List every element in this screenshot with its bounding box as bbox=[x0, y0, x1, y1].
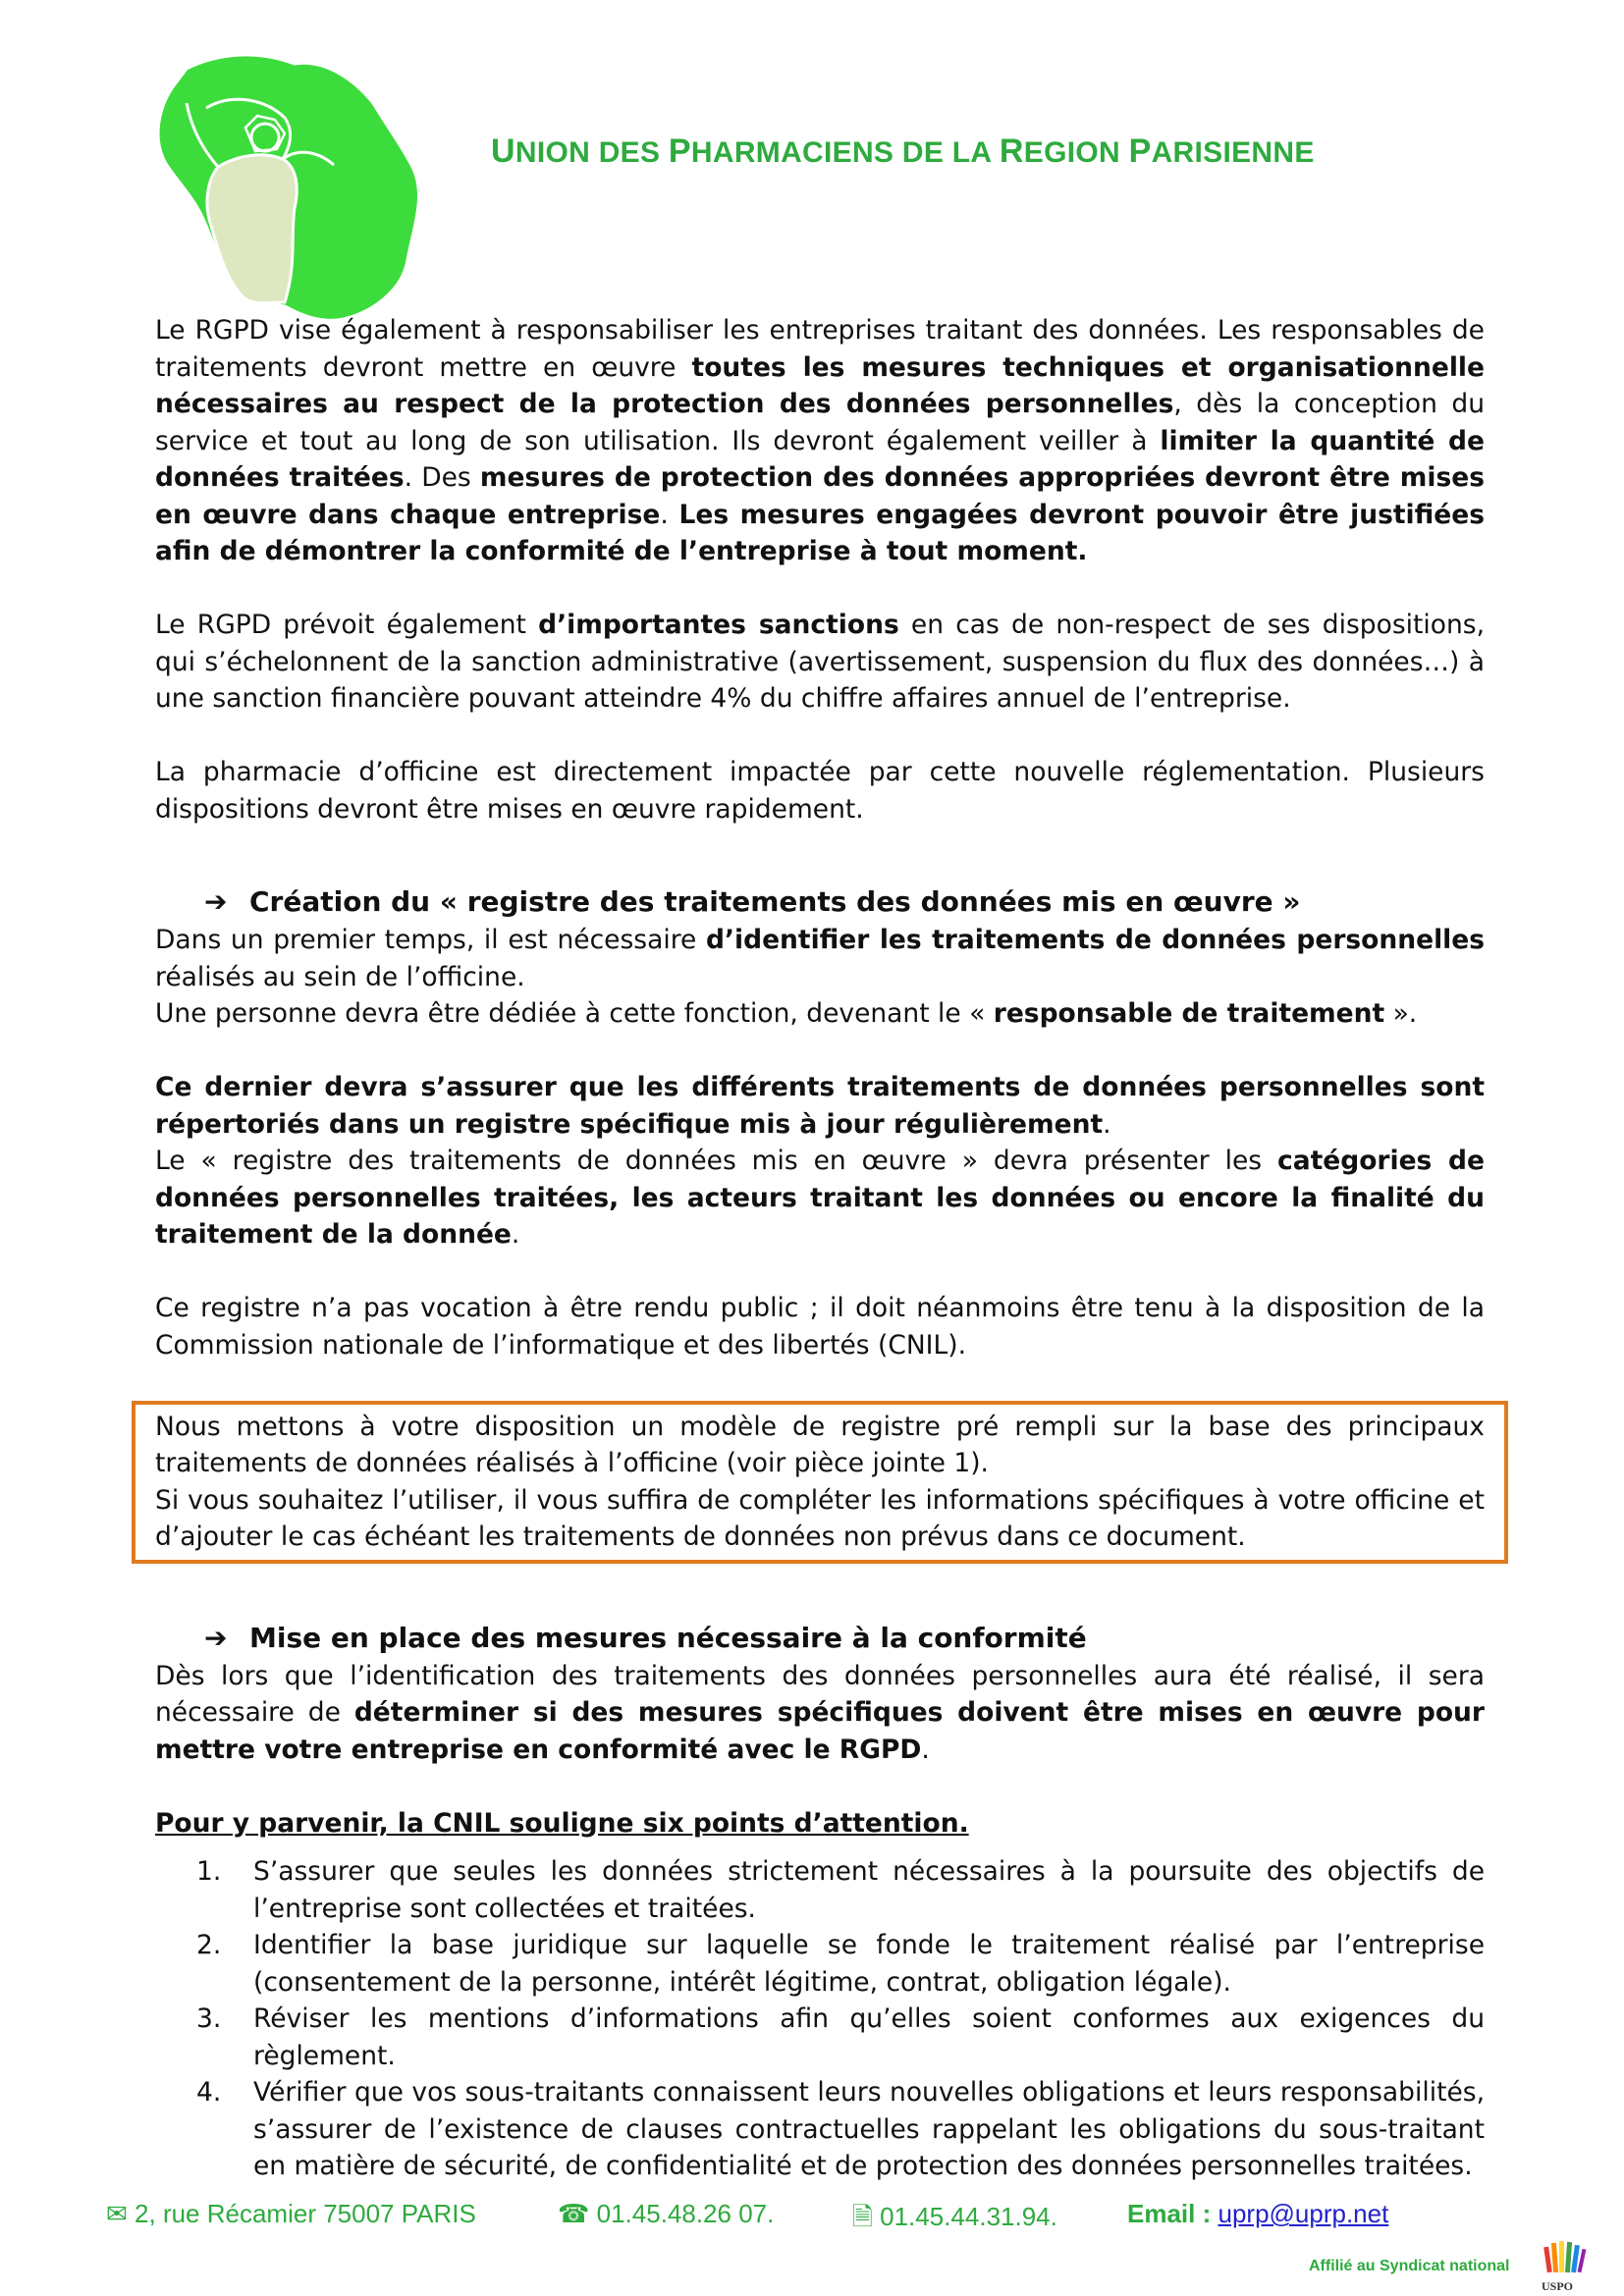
paragraph-pharmacy-impact: La pharmacie d’officine est directement impactée par cette nouvelle réglementation. Plusieurs dispositions devront être mises en œuvre rapidement. bbox=[155, 757, 1485, 825]
subheading-cnil-points: Pour y parvenir, la CNIL souligne six points d’attention. bbox=[155, 1807, 969, 1839]
section-heading-registre: ➔ Création du « registre des traitements des données mis en œuvre » bbox=[204, 882, 1485, 922]
cnil-points-list bbox=[155, 1853, 1485, 2185]
list-item: 2. Identifier la base juridique sur laquelle se fonde le traitement réalisé par l’entreprise (consentement de la personne, intérêt légitime, contrat, obligation légale). bbox=[196, 1930, 1485, 1998]
arrow-right-icon: ➔ bbox=[204, 885, 228, 918]
notice-box bbox=[132, 1401, 1508, 1564]
affiliation-text: Affilié au Syndicat national bbox=[1309, 2258, 1510, 2274]
region-map-logo bbox=[147, 49, 452, 326]
paragraph-rgpd-responsibility: Le RGPD vise également à responsabiliser les entreprises traitant des données. Les responsables de traitements devront mettre en œuvre toutes les mesures techniques et organisationnelle nécessaires au respect de la protection des données personnelles, dès la conception du service et tout au long de son utilisation. Ils devront également veiller à limiter la quantité de données traitées. Des mesures de protection des données appropriées devront être mises en œuvre dans chaque entreprise. Les mesures engagées devront pouvoir être justifiées afin de démontrer la conformité de l’entreprise à tout moment. bbox=[155, 315, 1486, 566]
arrow-right-icon: ➔ bbox=[204, 1621, 228, 1654]
list-item: 4. Vérifier que vos sous-traitants connaissent leurs nouvelles obligations et leurs responsabilités, s’assurer de l’existence de clauses contractuelles rappelant les obligations du sous-traitant en matière de sécurité, de confidentialité et de protection des données personnelles traitées. bbox=[196, 2077, 1485, 2181]
paragraph-registre-specifique: Ce dernier devra s’assurer que les différents traitements de données personnelles sont répertoriés dans un registre spécifique mis à jour régulièrement. bbox=[155, 1072, 1485, 1140]
email-link[interactable]: uprp@uprp.net bbox=[1218, 2199, 1389, 2228]
paragraph-rgpd-sanctions: Le RGPD prévoit également d’importantes sanctions en cas de non-respect de ses dispositions, qui s’échelonnent de la sanction administrative (avertissement, suspension du flux des données…) à une sanction financière pouvant atteindre 4% du chiffre affaires annuel de l’entreprise. bbox=[155, 610, 1485, 714]
notice-line-2: Si vous souhaitez l’utiliser, il vous suffira de compléter les informations spécifiques à votre officine et d’ajouter le cas échéant les traitements de données non prévus dans ce document. bbox=[155, 1484, 1485, 1552]
footer-fax: 🗎 01.45.44.31.94. bbox=[852, 2202, 1057, 2231]
uspo-logo-label: USPO bbox=[1542, 2279, 1574, 2293]
organization-title: UNION DES PHARMACIENS DE LA REGION PARISIENNE bbox=[491, 133, 1315, 170]
paragraph-identify-treatments: Dans un premier temps, il est nécessaire d’identifier les traitements de données personnelles réalisés au sein de l’officine. bbox=[155, 925, 1485, 992]
notice-line-1: Nous mettons à votre disposition un modèle de registre pré rempli sur la base des principaux traitements de données réalisés à l’officine (voir pièce jointe 1). bbox=[155, 1411, 1485, 1478]
fax-icon: 🗎 bbox=[852, 2202, 873, 2231]
footer-address: ✉ 2, rue Récamier 75007 PARIS bbox=[106, 2199, 476, 2228]
phone-icon: ☎ bbox=[558, 2199, 590, 2228]
paragraph-registre-content: Le « registre des traitements de données mis en œuvre » devra présenter les catégories de données personnelles traitées, les acteurs traitant les données ou encore la finalité du traitement de la donnée. bbox=[155, 1146, 1485, 1250]
paragraph-mesures-specifiques: Dès lors que l’identification des traitements des données personnelles aura été réalisé, il sera nécessaire de déterminer si des mesures spécifiques doivent être mises en œuvre pour mettre votre entreprise en conformité avec le RGPD. bbox=[155, 1660, 1485, 1765]
list-item: 3. Réviser les mentions d’informations afin qu’elles soient conformes aux exigences du règlement. bbox=[196, 2003, 1485, 2071]
section-heading-conformite: ➔ Mise en place des mesures nécessaire à la conformité bbox=[204, 1619, 1485, 1658]
footer-email: Email : uprp@uprp.net bbox=[1127, 2199, 1389, 2228]
paragraph-cnil-disposition: Ce registre n’a pas vocation à être rendu public ; il doit néanmoins être tenu à la disposition de la Commission nationale de l’informatique et des libertés (CNIL). bbox=[155, 1293, 1485, 1361]
document-body bbox=[155, 312, 1485, 2185]
list-item: 1. S’assurer que seules les données strictement nécessaires à la poursuite des objectifs de l’entreprise sont collectées et traitées. bbox=[196, 1856, 1485, 1924]
footer-contact bbox=[106, 2199, 1481, 2238]
footer-phone: ☎ 01.45.48.26 07. bbox=[558, 2199, 775, 2228]
paragraph-responsable: Une personne devra être dédiée à cette fonction, devenant le « responsable de traitement ». bbox=[155, 998, 1418, 1029]
envelope-icon: ✉ bbox=[106, 2199, 128, 2228]
